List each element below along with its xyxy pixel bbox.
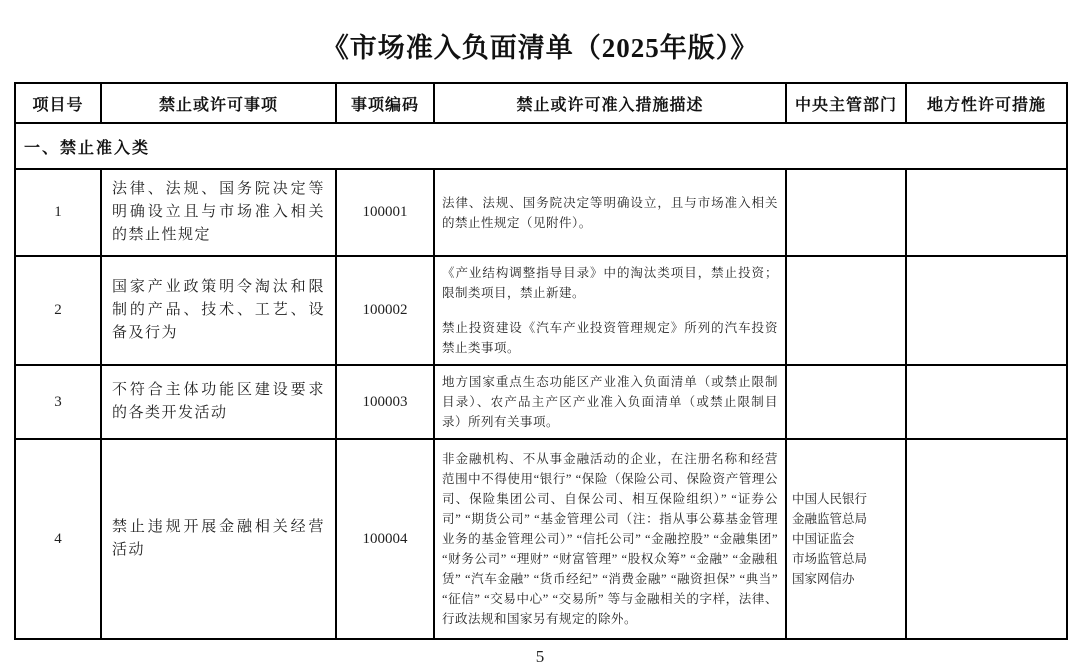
table-row bbox=[15, 169, 1067, 256]
section-row bbox=[15, 123, 1067, 169]
matter-text: 国家产业政策明令淘汰和限制的产品、技术、工艺、设备及行为 bbox=[101, 256, 336, 365]
local-measures-cell bbox=[906, 439, 1067, 639]
header-row bbox=[15, 83, 1067, 123]
header-description: 禁止或许可准入措施描述 bbox=[434, 83, 786, 123]
table-row bbox=[15, 439, 1067, 639]
measure-description bbox=[434, 439, 786, 639]
local-measures-cell bbox=[906, 365, 1067, 439]
matter-code: 100004 bbox=[336, 439, 434, 639]
measure-description bbox=[434, 365, 786, 439]
local-measures-cell bbox=[906, 169, 1067, 256]
item-number: 1 bbox=[15, 169, 101, 256]
document-title: 《市场准入负面清单（2025年版）》 bbox=[321, 33, 759, 63]
description-paragraph: 非金融机构、不从事金融活动的企业，在注册名称和经营范围中不得使用“银行” “保险（保险公司、保险资产管理公司、保险集团公司、自保公司、相互保险组织）” “证券公司” “期货公司” “基金管理公司（注：指从事公募基金管理业务的基金管理公司）” “信托公司” “金融控股” “金融集团” “财务公司” “理财” “财富管理” “股权众筹” “金融” “金融租赁” “汽车金融” “货币经纪” “消费金融” “融资担保” “典当” “征信” “交易中心” “交易所” 等与金融相关的字样，法律、行政法规和国家另有规定的除外。 bbox=[442, 452, 778, 626]
negative-list-table bbox=[14, 82, 1068, 640]
table-row bbox=[15, 256, 1067, 365]
matter-code: 100003 bbox=[336, 365, 434, 439]
header-local-measures: 地方性许可措施 bbox=[906, 83, 1067, 123]
central-dept-cell bbox=[786, 439, 906, 639]
description-paragraph: 法律、法规、国务院决定等明确设立，且与市场准入相关的禁止性规定（见附件）。 bbox=[442, 195, 778, 230]
matter-code: 100002 bbox=[336, 256, 434, 365]
table-row bbox=[15, 365, 1067, 439]
measure-description bbox=[434, 256, 786, 365]
header-central-dept: 中央主管部门 bbox=[786, 83, 906, 123]
central-dept-cell bbox=[786, 169, 906, 256]
header-code: 事项编码 bbox=[336, 83, 434, 123]
matter-code: 100001 bbox=[336, 169, 434, 256]
central-dept-cell bbox=[786, 365, 906, 439]
matter-text: 不符合主体功能区建设要求的各类开发活动 bbox=[101, 365, 336, 439]
description-paragraph: 《产业结构调整指导目录》中的淘汰类项目，禁止投资；限制类项目，禁止新建。 bbox=[442, 266, 778, 300]
header-matter: 禁止或许可事项 bbox=[101, 83, 336, 123]
page-number: 5 bbox=[535, 647, 545, 666]
header-item-no: 项目号 bbox=[15, 83, 101, 123]
local-measures-cell bbox=[906, 256, 1067, 365]
central-dept-line: 国家网信办 bbox=[792, 572, 855, 586]
matter-text: 法律、法规、国务院决定等明确设立且与市场准入相关的禁止性规定 bbox=[101, 169, 336, 256]
central-dept-line: 中国人民银行 bbox=[792, 492, 868, 506]
central-dept-line: 金融监管总局 bbox=[792, 512, 868, 526]
matter-text: 禁止违规开展金融相关经营活动 bbox=[101, 439, 336, 639]
item-number: 4 bbox=[15, 439, 101, 639]
central-dept-cell bbox=[786, 256, 906, 365]
section-title: 一、禁止准入类 bbox=[15, 123, 1067, 169]
central-dept-line: 中国证监会 bbox=[792, 532, 855, 546]
central-dept-line: 市场监管总局 bbox=[792, 552, 868, 566]
item-number: 3 bbox=[15, 365, 101, 439]
description-paragraph: 地方国家重点生态功能区产业准入负面清单（或禁止限制目录）、农产品主产区产业准入负面清单（或禁止限制目录）所列有关事项。 bbox=[442, 375, 778, 429]
description-paragraph: 禁止投资建设《汽车产业投资管理规定》所列的汽车投资禁止类事项。 bbox=[442, 321, 778, 355]
measure-description bbox=[434, 169, 786, 256]
item-number: 2 bbox=[15, 256, 101, 365]
